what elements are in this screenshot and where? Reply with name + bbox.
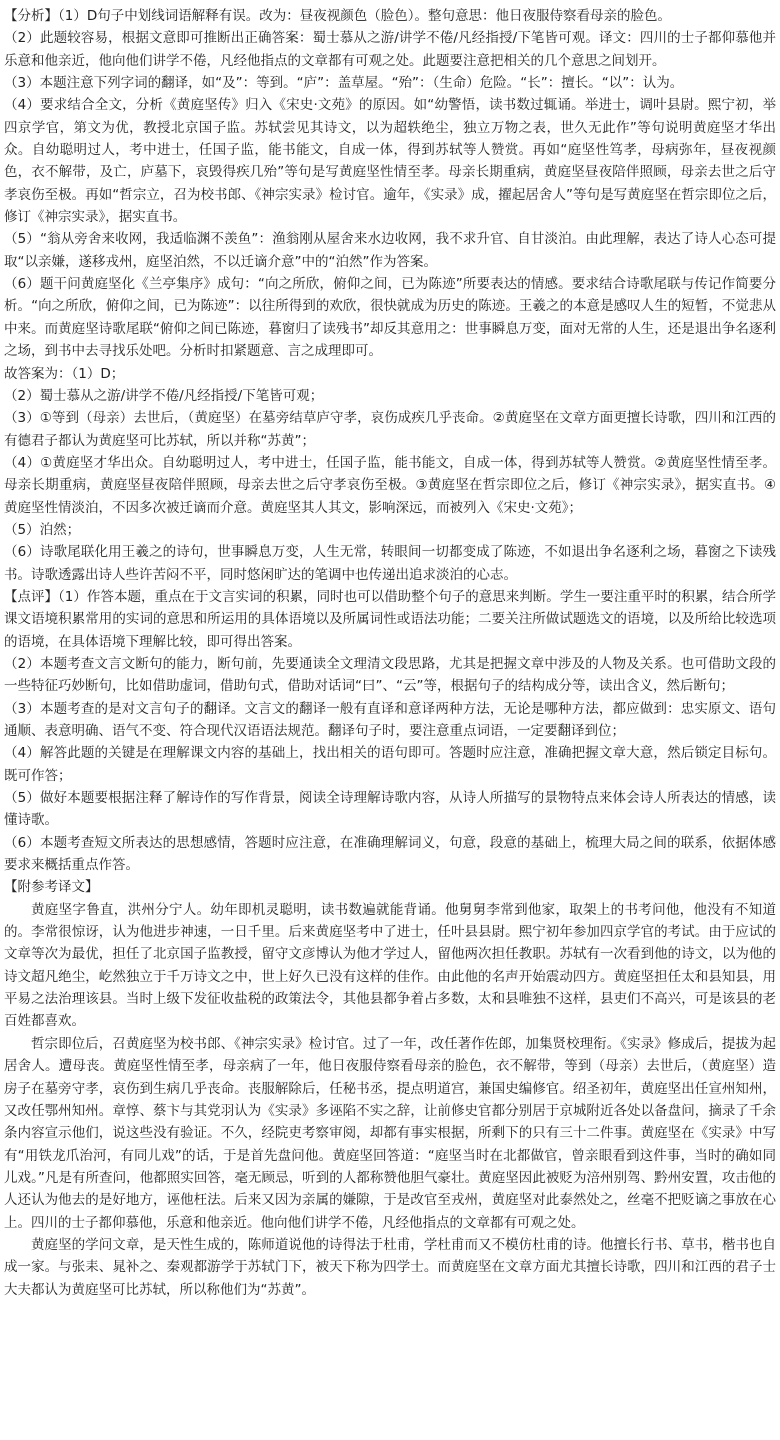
- document-paragraph: （6）题干问黄庭坚化《兰亭集序》成句：“向之所欣，俯仰之间，已为陈迹”所要表达的情感。要求结合诗歌尾联与传记作简要分析。“向之所欣，俯仰之间，已为陈迹”：以往所得到的欢欣，很快就成为历史的陈迹。王羲之的本意是感叹人生的短暂，不觉悲从中来。而黄庭坚诗歌尾联“俯仰之间已陈迹，暮窗归了读残书”却反其意用之：世事瞬息万变，面对无常的人生，还是退出争名逐利之场，到书中去寻找乐处吧。分析时扣紧题意、言之成理即可。: [4, 276, 776, 360]
- document-paragraph: （3）本题考查的是对文言句子的翻译。文言文的翻译一般有直译和意译两种方法，无论是哪种方法，都应做到：忠实原文、语句通顺、表意明确、语气不变、符合现代汉语语法规范。翻译句子时，要注意重点词语，一定要翻译到位；: [4, 700, 776, 739]
- document-paragraph: （6）诗歌尾联化用王羲之的诗句，世事瞬息万变，人生无常，转眼间一切都变成了陈迹，不如退出争名逐利之场，暮窗之下读残书。诗歌透露出诗人些许苦闷不平，同时悠闲旷达的笔调中也传递出追求淡泊的心志。: [4, 544, 776, 583]
- document-paragraph: （2）此题较容易，根据文意即可推断出正确答案：蜀士慕从之游/讲学不倦/凡经指授/下笔皆可观。译文：四川的士子都仰慕他并乐意和他亲近，他向他们讲学不倦，凡经他指点的文章都有可观之处。此题要注意把相关的几个意思之间划开。: [4, 30, 776, 69]
- document-paragraph: （3）本题注意下列字词的翻译，如“及”：等到。“庐”：盖草屋。“殆”：（生命）危险。“长”：擅长。“以”：认为。: [4, 75, 684, 92]
- document-paragraph: 【附参考译文】: [4, 879, 99, 896]
- document-paragraph: （4）解答此题的关键是在理解课文内容的基础上，找出相关的语句即可。答题时应注意，准确把握文章大意，然后锁定目标句。既可作答；: [4, 745, 776, 784]
- document-paragraph: （2）本题考查文言文断句的能力，断句前，先要通读全文理清文段思路，尤其是把握文章中涉及的人物及关系。也可借助文段的一些特征巧妙断句，比如借助虚词，借助句式，借助对话词“曰”、“云”等，根据句子的结构成分等，读出含义，然后断句；: [4, 655, 776, 695]
- document-paragraph: （3）①等到（母亲）去世后，（黄庭坚）在墓旁结草庐守孝，哀伤成疾几乎丧命。②黄庭坚在文章方面更擅长诗歌，四川和江西的有德君子都认为黄庭坚可比苏轼，所以并称“苏黄”；: [4, 410, 776, 449]
- document-paragraph: （4）要求结合全文，分析《黄庭坚传》归入《宋史·文苑》的原因。如“幼警悟，读书数过辄诵。举进士，调叶县尉。熙宁初，举四京学官，第文为优，教授北京国子监。苏轼尝见其诗文，以为超轶绝尘，独立万物之表，世久无此作”等句说明黄庭坚才华出众。自幼聪明过人，考中进士，任国子监，能书能文，自成一体，得到苏轼等人赞赏。再如“庭坚性笃孝，母病弥年，昼夜视颜色，衣不解带，及亡，庐墓下，哀毁得疾几殆”等句是写黄庭坚性情至孝。母亲长期重病，黄庭坚昼夜陪伴照顾，母亲去世之后守孝哀伤至极。再如“哲宗立，召为校书郎、《神宗实录》检讨官。逾年，《实录》成，擢起居舍人”等句是写黄庭坚在哲宗即位之后，修订《神宗实录》，据实直书。: [4, 97, 776, 226]
- document-paragraph: 故答案为：（1）D；: [4, 365, 125, 382]
- document-paragraph: 【分析】（1）D句子中划线词语解释有误。改为：昼夜视颜色（脸色）。整句意思：他日夜服侍察看母亲的脸色。: [4, 8, 671, 24]
- document-paragraph: （6）本题考查短文所表达的思想感情，答题时应注意，在准确理解词义，句意，段意的基础上，梳理大局之间的联系，依据体感要求来概括重点作答。: [4, 834, 776, 874]
- document-paragraph: （5）泊然；: [4, 521, 81, 538]
- document-paragraph: （4）①黄庭坚才华出众。自幼聪明过人，考中进士，任国子监，能书能文，自成一体，得到苏轼等人赞赏。②黄庭坚性情至孝。母亲长期重病，黄庭坚昼夜陪伴照顾，母亲去世之后守孝哀伤至极。③黄庭坚在哲宗即位之后，修订《神宗实录》，据实直书。④黄庭坚性情淡泊，不因多次被迁谪而介意。黄庭坚其人其文，影响深远，而被列入《宋史·文苑》；: [4, 454, 776, 516]
- document-paragraph: （5）“翁从旁舍来收网，我适临渊不羡鱼”：渔翁刚从屋舍来水边收网，我不求升官、自甘淡泊。由此理解，表达了诗人心态可提取“以亲嫌，遂移戎州，庭坚泊然，不以迁谪介意”中的“泊然”作为答案。: [4, 231, 776, 270]
- document-paragraph: 黄庭坚的学问文章，是天性生成的，陈师道说他的诗得法于杜甫，学杜甫而又不模仿杜甫的诗。他擅长行书、草书，楷书也自成一家。与张耒、晁补之、秦观都游学于苏轼门下，被天下称为四学士。而黄庭坚在文章方面尤其擅长诗歌，四川和江西的君子士大夫都认为黄庭坚可比苏轼，所以称他们为“苏黄”。: [4, 1236, 776, 1298]
- document-paragraph: 哲宗即位后，召黄庭坚为校书郎、《神宗实录》检讨官。过了一年，改任著作佐郎，加集贤校理衔。《实录》修成后，提拔为起居舍人。遭母丧。黄庭坚性情至孝，母亲病了一年，他日夜服侍察看母亲的脸色，衣不解带，等到（母亲）去世后，（黄庭坚）造房子在墓旁守孝，哀伤到生病几乎丧命。丧服解除后，任秘书丞，提点明道宫，兼国史编修官。绍圣初年，黄庭坚出任宣州知州，又改任鄂州知州。章惇、蔡卞与其党羽认为《实录》多诬陷不实之辞，让前修史官都分别居于京城附近各处以备盘问，摘录了千余条内容宣示他们，说这些没有验证。不久，经院吏考察审阅，却都有事实根据，所剩下的只有三十二件事。黄庭坚在《实录》中写有“用铁龙爪治河，有同儿戏”的话，于是首先盘问他。黄庭坚回答道：“庭坚当时在北都做官，曾亲眼看到这件事，当时的确如同儿戏。”凡是有所查问，他都照实回答，毫无顾忌，听到的人都称赞他胆气豪壮。黄庭坚因此被贬为涪州别驾、黔州安置，攻击他的人还认为他去的是好地方，诬他枉法。后来又因为亲属的嫌隙，于是改官至戎州，黄庭坚对此泰然处之，丝毫不把贬谪之事放在心上。四川的士子都仰慕他，乐意和他亲近。他向他们讲学不倦，凡经他指点的文章都有可观之处。: [4, 1035, 776, 1231]
- document-body: [4, 5, 776, 1301]
- document-paragraph: 黄庭坚字鲁直，洪州分宁人。幼年即机灵聪明，读书数遍就能背诵。他舅舅李常到他家，取架上的书考问他，他没有不知道的。李常很惊讶，认为他进步神速，一日千里。后来黄庭坚考中了进士，任叶县县尉。熙宁初年参加四京学官的考试。由于应试的文章等次为最优，担任了北京国子监教授，留守文彦博认为他才学过人，留他两次担任教职。苏轼有一次看到他的诗文，以为他的诗文超凡绝尘，屹然独立于千万诗文之中，世上好久已没有这样的佳作。由此他的名声开始震动四方。黄庭坚担任太和县知县，用平易之法治理该县。当时上级下发征收盐税的政策法令，其他县都争着占多数，太和县唯独不这样，县吏们不高兴，可是该县的老百姓都喜欢。: [4, 901, 776, 1030]
- document-paragraph: （2）蜀士慕从之游/讲学不倦/凡经指授/下笔皆可观；: [4, 387, 324, 404]
- document-paragraph: （5）做好本题要根据注释了解诗作的写作背景，阅读全诗理解诗歌内容，从诗人所描写的景物特点来体会诗人所表达的情感，读懂诗歌。: [4, 790, 776, 829]
- document-paragraph: 【点评】（1）作答本题，重点在于文言实词的积累，同时也可以借助整个句子的意思来判断。学生一要注重平时的积累，结合所学课文语境积累常用的实词的意思和所运用的具体语境以及所属词性或语法功能；二要关注所做试题选文的语境，以及所给比较选项的语境，在具体语境下理解比较，即可得出答案。: [4, 588, 776, 650]
